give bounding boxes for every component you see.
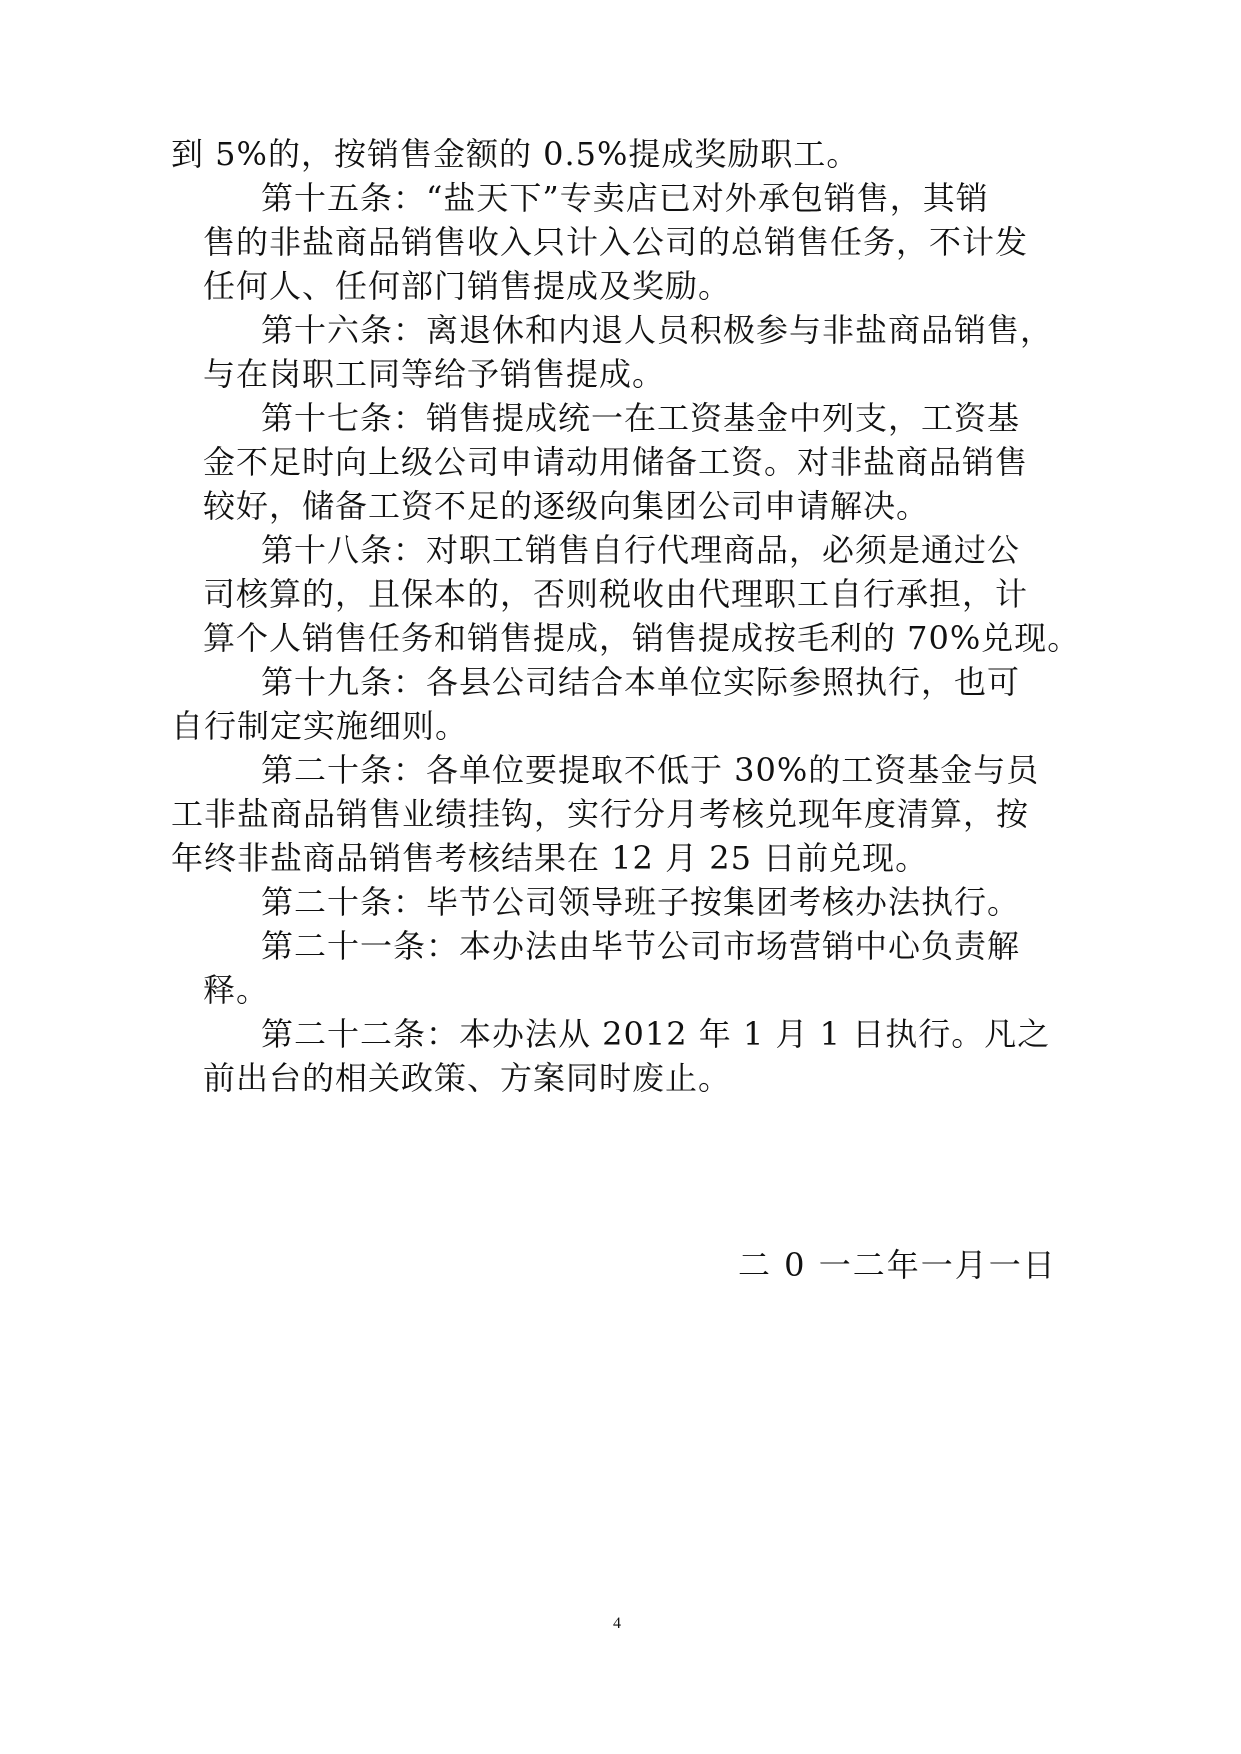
- body-text-line: 任何人、任何部门销售提成及奖励。: [203, 267, 732, 305]
- body-text-line: 金不足时向上级公司申请动用储备工资。对非盐商品销售: [203, 443, 1029, 481]
- body-text-line: 第十五条：“盐天下”专卖店已对外承包销售，其销: [261, 179, 989, 217]
- body-text-line: 释。: [203, 971, 270, 1009]
- body-text-line: 第二十二条：本办法从 2012 年 1 月 1 日执行。凡之: [261, 1015, 1051, 1053]
- body-text-line: 到 5%的，按销售金额的 0.5%提成奖励职工。: [171, 135, 860, 173]
- body-text-line: 工非盐商品销售业绩挂钩，实行分月考核兑现年度清算，按: [171, 795, 1030, 833]
- body-text-line: 与在岗职工同等给予销售提成。: [203, 355, 666, 393]
- body-text-line: 第十八条：对职工销售自行代理商品，必须是通过公: [261, 531, 1021, 569]
- body-text-line: 第二十一条：本办法由毕节公司市场营销中心负责解: [261, 927, 1021, 965]
- body-text-line: 第十九条：各县公司结合本单位实际参照执行，也可: [261, 663, 1021, 701]
- body-text-line: 第十六条：离退休和内退人员积极参与非盐商品销售，: [261, 311, 1054, 349]
- body-text-line: 较好，储备工资不足的逐级向集团公司申请解决。: [203, 487, 930, 525]
- body-text-line: 司核算的，且保本的，否则税收由代理职工自行承担，计: [203, 575, 1029, 613]
- body-text-line: 第二十条：各单位要提取不低于 30%的工资基金与员: [261, 751, 1040, 789]
- body-text-line: 前出台的相关政策、方案同时废止。: [203, 1059, 732, 1097]
- body-text-line: 售的非盐商品销售收入只计入公司的总销售任务，不计发: [203, 223, 1029, 261]
- body-text-line: 第二十条：毕节公司领导班子按集团考核办法执行。: [261, 883, 1021, 921]
- document-date: 二 0 一二年一月一日: [738, 1246, 1057, 1284]
- body-text-line: 年终非盐商品销售考核结果在 12 月 25 日前兑现。: [171, 839, 929, 877]
- body-text-line: 算个人销售任务和销售提成，销售提成按毛利的 70%兑现。: [203, 619, 1081, 657]
- page-number: 4: [613, 1615, 621, 1632]
- body-text-line: 自行制定实施细则。: [171, 707, 469, 745]
- body-text-line: 第十七条：销售提成统一在工资基金中列支，工资基: [261, 399, 1021, 437]
